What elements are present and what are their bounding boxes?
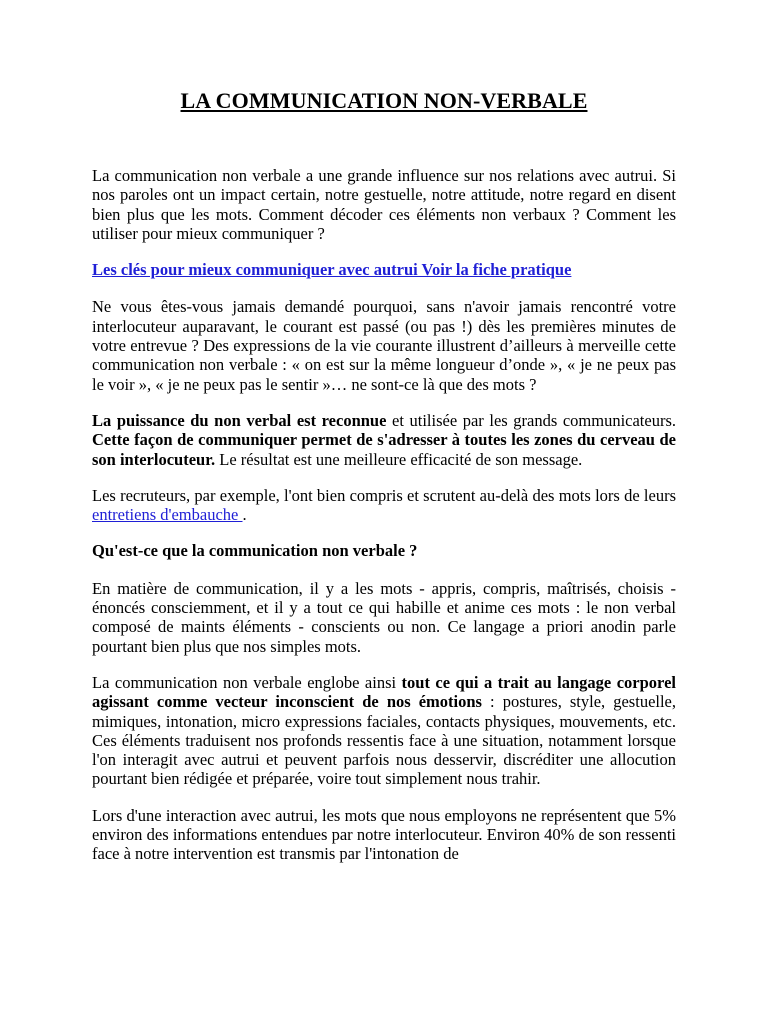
text-period: . [242,505,247,525]
paragraph-recruiters [92,486,676,525]
paragraph-words-and-nonverbal: En matière de communication, il y a les mots - appris, compris, maîtrisés, choisis - énoncés consciemment, et il y a tout ce qui habille et anime ces mots : le non verbal composé de maints éléments - conscients ou non. Ce langage a priori anodin parle pourtant bien plus que nos simples mots. [92,578,676,656]
practical-guide-link[interactable]: Les clés pour mieux communiquer avec autrui Voir la fiche pratique [92,260,572,280]
text-efficiency: Le résultat est une meilleure efficacité de son message. [215,449,583,469]
bold-text-power: La puissance du non verbal est reconnue [92,410,387,430]
text-elements-list: : postures, style, gestuelle, mimiques, intonation, micro expressions faciales, contacts physiques, mouvements, etc. Ces éléments traduisent nos profonds ressentis face à une situation, notamment lorsque l'on interagit avec autrui et peuvent parfois nous desservir, discréditer une allocution pourtant bien rédigée et préparée, voire tout simplement nous trahir. [92,692,677,789]
bold-text-brain-zones: Cette façon de communiquer permet de s'adresser à toutes les zones du cerveau de son interlocuteur. [92,430,676,469]
bold-text-body-language: tout ce qui a trait au langage corporel agissant comme vecteur inconscient de nos émotions [92,672,676,712]
text-communicators: et utilisée par les grands communicateurs. [386,410,676,430]
text-recruiters: Les recruteurs, par exemple, l'ont bien compris et scrutent au-delà des mots lors de leurs [92,485,676,505]
paragraph-expressions: Ne vous êtes-vous jamais demandé pourquoi, sans n'avoir jamais rencontré votre interlocuteur auparavant, le courant est passé (ou pas !) dès les premières minutes de votre entrevue ? Des expressions de la vie courante illustrent d’ailleurs à merveille cette communication non verbale : « on est sur la même longueur d’onde », « je ne peux pas le voir », « je ne peux pas le sentir »… ne sont-ce là que des mots ? [92,297,676,394]
paragraph-statistics: Lors d'une interaction avec autrui, les mots que nous employons ne représentent que 5% environ des informations entendues par notre interlocuteur. Environ 40% de son ressenti face à notre intervention est transmis par l'intonation de [92,805,676,864]
paragraph-power-of-nonverbal [92,411,676,469]
job-interview-link[interactable]: entretiens d'embauche [92,505,243,525]
section-heading: Qu'est-ce que la communication non verbale ? [92,541,418,561]
text-encompasses: La communication non verbale englobe ainsi [92,672,402,692]
paragraph-body-language [92,673,676,789]
intro-paragraph: La communication non verbale a une grande influence sur nos relations avec autrui. Si nos paroles ont un impact certain, notre gestuelle, notre attitude, notre regard en disent bien plus que les mots. Comment décoder ces éléments non verbaux ? Comment les utiliser pour mieux communiquer ? [92,166,676,243]
document-title: LA COMMUNICATION NON-VERBALE [180,88,588,113]
practical-guide-link-paragraph [92,260,676,279]
